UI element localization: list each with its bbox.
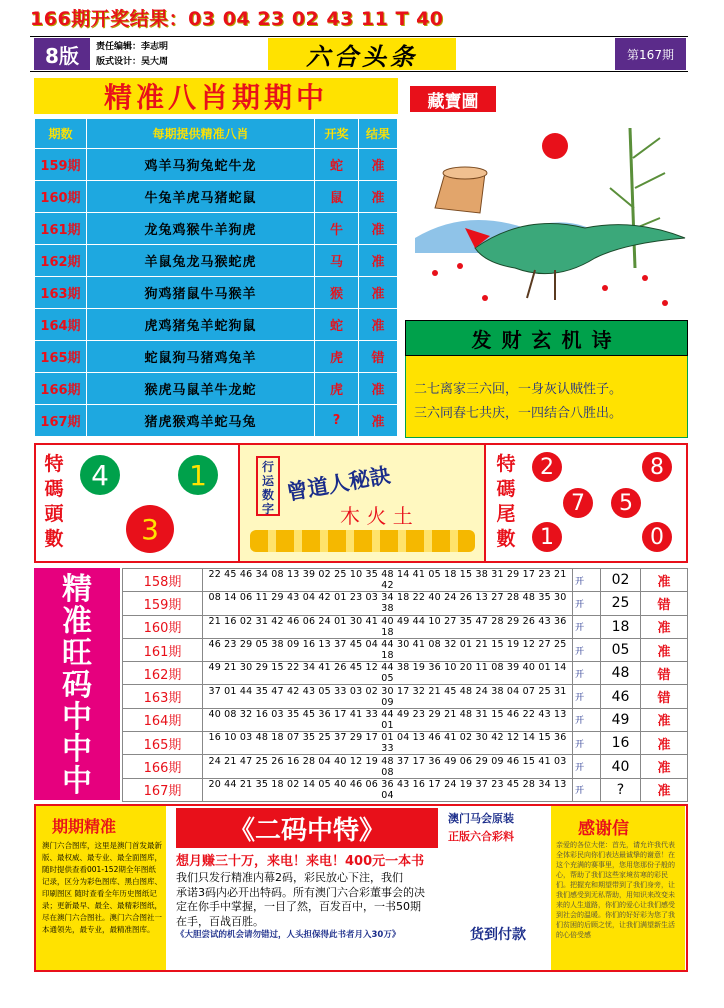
table-header bbox=[35, 119, 398, 149]
cell-open-label: 开 bbox=[573, 569, 601, 592]
cell-issue: 161期 bbox=[35, 213, 87, 245]
table-row bbox=[35, 181, 398, 213]
cell-numbers: 16 10 03 48 18 07 35 25 37 29 17 01 04 13 46 41 02 30 42 12 14 15 36 33 bbox=[203, 732, 573, 755]
cell-result: 准 bbox=[641, 778, 688, 801]
cell-open: 鼠 bbox=[315, 181, 359, 213]
cell-result: 错 bbox=[641, 662, 688, 685]
cell-result: 准 bbox=[641, 638, 688, 661]
cell-open-label: 开 bbox=[573, 755, 601, 778]
vertical-char: 中 bbox=[62, 700, 92, 735]
left-title: 期期精准 bbox=[52, 817, 117, 836]
cell-result: 准 bbox=[359, 277, 398, 309]
cell-open: 02 bbox=[601, 569, 641, 592]
cell-issue: 162期 bbox=[123, 662, 203, 685]
poem-line-1: 二七离家三六回，一身灰认贼性子。 bbox=[414, 382, 623, 397]
ad-body bbox=[176, 871, 546, 929]
tail-ball-4: 5 bbox=[611, 488, 641, 518]
cell-issue: 165期 bbox=[123, 732, 203, 755]
ad-body-line-1: 我们只发行精准内幕2码，彩民放心下注，我们 bbox=[176, 871, 403, 884]
col-zodiacs: 每期提供精准八肖 bbox=[87, 119, 315, 149]
cell-zodiacs: 狗鸡猪鼠牛马猴羊 bbox=[87, 277, 315, 309]
cell-numbers: 21 16 02 31 42 46 06 24 01 30 41 40 49 44 10 27 35 47 28 29 26 43 36 18 bbox=[203, 615, 573, 638]
vertical-char: 码 bbox=[62, 668, 92, 703]
table-row bbox=[123, 592, 688, 615]
table-row bbox=[123, 732, 688, 755]
cell-result: 准 bbox=[641, 569, 688, 592]
table-row bbox=[123, 755, 688, 778]
table-row bbox=[35, 373, 398, 405]
cell-issue: 167期 bbox=[123, 778, 203, 801]
cell-numbers: 46 23 29 05 38 09 16 13 37 45 04 44 30 41 08 32 01 21 15 19 12 27 25 18 bbox=[203, 638, 573, 661]
table-row bbox=[35, 245, 398, 277]
cell-open-label: 开 bbox=[573, 662, 601, 685]
sun-icon bbox=[542, 133, 568, 159]
cell-zodiacs: 牛兔羊虎马猪蛇鼠 bbox=[87, 181, 315, 213]
cell-result: 准 bbox=[359, 149, 398, 181]
tail-ball-2: 8 bbox=[642, 452, 672, 482]
cell-open-label: 开 bbox=[573, 615, 601, 638]
cell-open: 马 bbox=[315, 245, 359, 277]
cell-result: 准 bbox=[641, 755, 688, 778]
vertical-char: 准 bbox=[62, 604, 92, 639]
issue-badge: 第167期 bbox=[615, 38, 686, 70]
cell-result: 准 bbox=[359, 181, 398, 213]
cell-result: 准 bbox=[359, 405, 398, 437]
table-row bbox=[35, 213, 398, 245]
gold-ingots-icon bbox=[250, 530, 475, 552]
cell-issue: 166期 bbox=[123, 755, 203, 778]
bird-illustration bbox=[405, 118, 690, 318]
cell-result: 准 bbox=[359, 245, 398, 277]
right-title: 感谢信 bbox=[578, 819, 629, 839]
cell-open: 18 bbox=[601, 615, 641, 638]
cell-numbers: 08 14 06 11 29 43 04 42 01 23 03 34 18 22 40 24 26 13 27 28 48 35 30 38 bbox=[203, 592, 573, 615]
cell-result: 准 bbox=[641, 708, 688, 731]
cell-zodiacs: 鸡羊马狗兔蛇牛龙 bbox=[87, 149, 315, 181]
cell-result: 错 bbox=[359, 341, 398, 373]
cell-open: 40 bbox=[601, 755, 641, 778]
cell-open-label: 开 bbox=[573, 638, 601, 661]
poem-line-2: 三六同春七共庆，一四结合八胜出。 bbox=[414, 406, 623, 421]
cell-issue: 162期 bbox=[35, 245, 87, 277]
cell-zodiacs: 猪虎猴鸡羊蛇马兔 bbox=[87, 405, 315, 437]
banner-side-2: 正版六合彩料 bbox=[448, 830, 514, 843]
col-result: 结果 bbox=[359, 119, 398, 149]
cell-issue: 167期 bbox=[35, 405, 87, 437]
table-row bbox=[123, 662, 688, 685]
cell-open: ? bbox=[601, 778, 641, 801]
masthead: 六合头条 bbox=[268, 38, 456, 70]
special-tail-label: 特碼尾數 bbox=[496, 453, 516, 550]
cell-issue: 165期 bbox=[35, 341, 87, 373]
cell-issue: 159期 bbox=[35, 149, 87, 181]
ad-body-line-3: 定在你手中掌握，一目了然，百发百中，一书50期 bbox=[176, 900, 421, 913]
cell-numbers: 20 44 21 35 18 02 14 05 40 46 06 36 43 16 17 24 19 37 23 45 28 34 13 04 bbox=[203, 778, 573, 801]
cell-result: 准 bbox=[359, 373, 398, 405]
cell-result: 准 bbox=[641, 615, 688, 638]
big-code-table bbox=[122, 568, 688, 802]
ad-body-line-4: 在手，百战百胜。 bbox=[176, 914, 264, 928]
cell-zodiacs: 虎鸡猪兔羊蛇狗鼠 bbox=[87, 309, 315, 341]
cod-label: 货到付款 bbox=[470, 927, 526, 943]
elements: 木 火 土 bbox=[340, 504, 413, 528]
cell-issue: 159期 bbox=[123, 592, 203, 615]
left-text: 澳门六合图库，这里是澳门首发最新版、最权威、最专业、最全面图库，随时提供查看001-152期全年图纸记录，区分为彩色图库、黑白图库、印刷图区 随时查看全年历史图纸记录；更新最早、最全、最精彩图纸，尽在澳门六合图社。澳门六合图社一本通领先，最专业，最精准图库。 bbox=[42, 841, 162, 934]
cell-zodiacs: 猴虎马鼠羊牛龙蛇 bbox=[87, 373, 315, 405]
cell-numbers: 37 01 44 35 47 42 43 05 33 03 02 30 17 32 21 45 48 24 38 04 07 25 31 09 bbox=[203, 685, 573, 708]
cell-result: 错 bbox=[641, 592, 688, 615]
head-ball-3: 3 bbox=[126, 505, 174, 553]
cell-open: 牛 bbox=[315, 213, 359, 245]
cell-open: 虎 bbox=[315, 373, 359, 405]
banner-side-1: 澳门马会原装 bbox=[448, 812, 514, 825]
cell-zodiacs: 蛇鼠狗马猪鸡兔羊 bbox=[87, 341, 315, 373]
tail-ball-5: 1 bbox=[532, 522, 562, 552]
cell-open: 48 bbox=[601, 662, 641, 685]
cell-issue: 166期 bbox=[35, 373, 87, 405]
vertical-char: 精 bbox=[62, 572, 92, 607]
edition-badge: 8版 bbox=[34, 38, 90, 70]
cell-numbers: 24 21 47 25 26 16 28 04 40 12 19 48 37 17 36 49 06 29 09 46 15 41 03 08 bbox=[203, 755, 573, 778]
cell-issue: 164期 bbox=[35, 309, 87, 341]
table-row bbox=[123, 778, 688, 801]
special-head-label: 特碼頭數 bbox=[44, 453, 64, 550]
cell-open-label: 开 bbox=[573, 732, 601, 755]
editor-line: 责任编辑：李志明 bbox=[96, 42, 169, 52]
cell-numbers: 22 45 46 34 08 13 39 02 25 10 35 48 14 41 05 18 15 38 31 29 17 23 21 42 bbox=[203, 569, 573, 592]
cell-issue: 161期 bbox=[123, 638, 203, 661]
tail-ball-1: 2 bbox=[532, 452, 562, 482]
cell-result: 准 bbox=[641, 732, 688, 755]
col-open: 开奖 bbox=[315, 119, 359, 149]
table-row bbox=[123, 638, 688, 661]
slogan: 曾道人秘訣 bbox=[284, 463, 393, 505]
banner: 《二码中特》 bbox=[176, 808, 438, 848]
cell-open-label: 开 bbox=[573, 592, 601, 615]
footer-note: 《大胆尝试的机会请勿错过，人头担保得此书者月入30万》 bbox=[176, 930, 401, 940]
fortune-label: 行运数字 bbox=[256, 456, 280, 516]
tail-ball-6: 0 bbox=[642, 522, 672, 552]
ad-body-line-2: 承诺3码内必开出特码。所有澳门六合彩董事会的决 bbox=[176, 885, 425, 899]
right-text: 亲爱的各位大佬：首先，请允许我代表全体彩民向你们表达最诚挚的谢意！在这个充满的赛事里，您用您那份子般的心，帮助了我们这些家境贫寒的彩民们。把握充和期望带到了我们身旁，让我们感受到无私帮助，用知识来改变未来的人生道路，你们的爱心让我们感受到社会的温暖。你们的好好彩为您了我们贫困的后顾之忧，让我们满望新生活的心倍受感 bbox=[556, 841, 675, 939]
col-issue: 期数 bbox=[35, 119, 87, 149]
cell-result: 错 bbox=[641, 685, 688, 708]
cell-issue: 160期 bbox=[123, 615, 203, 638]
cell-issue: 163期 bbox=[123, 685, 203, 708]
cell-open: 46 bbox=[601, 685, 641, 708]
cell-open: ? bbox=[315, 405, 359, 437]
cell-numbers: 40 08 32 16 03 35 45 36 17 41 33 44 49 23 29 21 48 31 15 46 22 43 13 01 bbox=[203, 708, 573, 731]
table-row bbox=[35, 309, 398, 341]
cell-open: 虎 bbox=[315, 341, 359, 373]
cell-zodiacs: 羊鼠兔龙马猴蛇虎 bbox=[87, 245, 315, 277]
tail-ball-3: 7 bbox=[563, 488, 593, 518]
head-ball-2: 1 bbox=[178, 455, 218, 495]
table-row bbox=[123, 569, 688, 592]
eight-zodiac-title: 精准八肖期期中 bbox=[34, 78, 398, 114]
table-row bbox=[123, 708, 688, 731]
table-row bbox=[35, 277, 398, 309]
bird-body-icon bbox=[475, 224, 685, 274]
cell-open: 25 bbox=[601, 592, 641, 615]
cell-issue: 163期 bbox=[35, 277, 87, 309]
cell-issue: 160期 bbox=[35, 181, 87, 213]
cell-open-label: 开 bbox=[573, 708, 601, 731]
vertical-char: 中 bbox=[62, 764, 92, 799]
table-row bbox=[123, 685, 688, 708]
vertical-char: 中 bbox=[62, 732, 92, 767]
cell-open: 猴 bbox=[315, 277, 359, 309]
cell-open-label: 开 bbox=[573, 685, 601, 708]
poem-title: 发财玄机诗 bbox=[405, 320, 688, 356]
table-row bbox=[35, 405, 398, 437]
ad-line: 想月赚三十万，来电！来电！400元一本书 bbox=[176, 854, 425, 869]
vertical-title bbox=[34, 568, 120, 800]
treasure-label: 藏寶圖 bbox=[410, 86, 496, 112]
editor-credits bbox=[96, 40, 168, 70]
cell-open: 05 bbox=[601, 638, 641, 661]
cell-result: 准 bbox=[359, 213, 398, 245]
cell-open: 蛇 bbox=[315, 149, 359, 181]
head-ball-1: 4 bbox=[80, 455, 120, 495]
table-row bbox=[35, 149, 398, 181]
cell-open: 49 bbox=[601, 708, 641, 731]
eight-zodiac-table bbox=[34, 118, 398, 437]
table-row bbox=[35, 341, 398, 373]
cell-open-label: 开 bbox=[573, 778, 601, 801]
cell-open: 16 bbox=[601, 732, 641, 755]
cell-numbers: 49 21 30 29 15 22 34 41 26 45 12 44 38 19 36 10 20 11 08 39 40 01 14 05 bbox=[203, 662, 573, 685]
result-headline: 166期开奖结果：03 04 23 02 43 11 T 40 bbox=[30, 8, 444, 30]
table-row bbox=[123, 615, 688, 638]
design-line: 版式设计：吴大周 bbox=[96, 57, 169, 67]
cell-issue: 158期 bbox=[123, 569, 203, 592]
vertical-char: 旺 bbox=[62, 636, 92, 671]
cell-result: 准 bbox=[359, 309, 398, 341]
cell-open: 蛇 bbox=[315, 309, 359, 341]
cell-issue: 164期 bbox=[123, 708, 203, 731]
cell-zodiacs: 龙兔鸡猴牛羊狗虎 bbox=[87, 213, 315, 245]
